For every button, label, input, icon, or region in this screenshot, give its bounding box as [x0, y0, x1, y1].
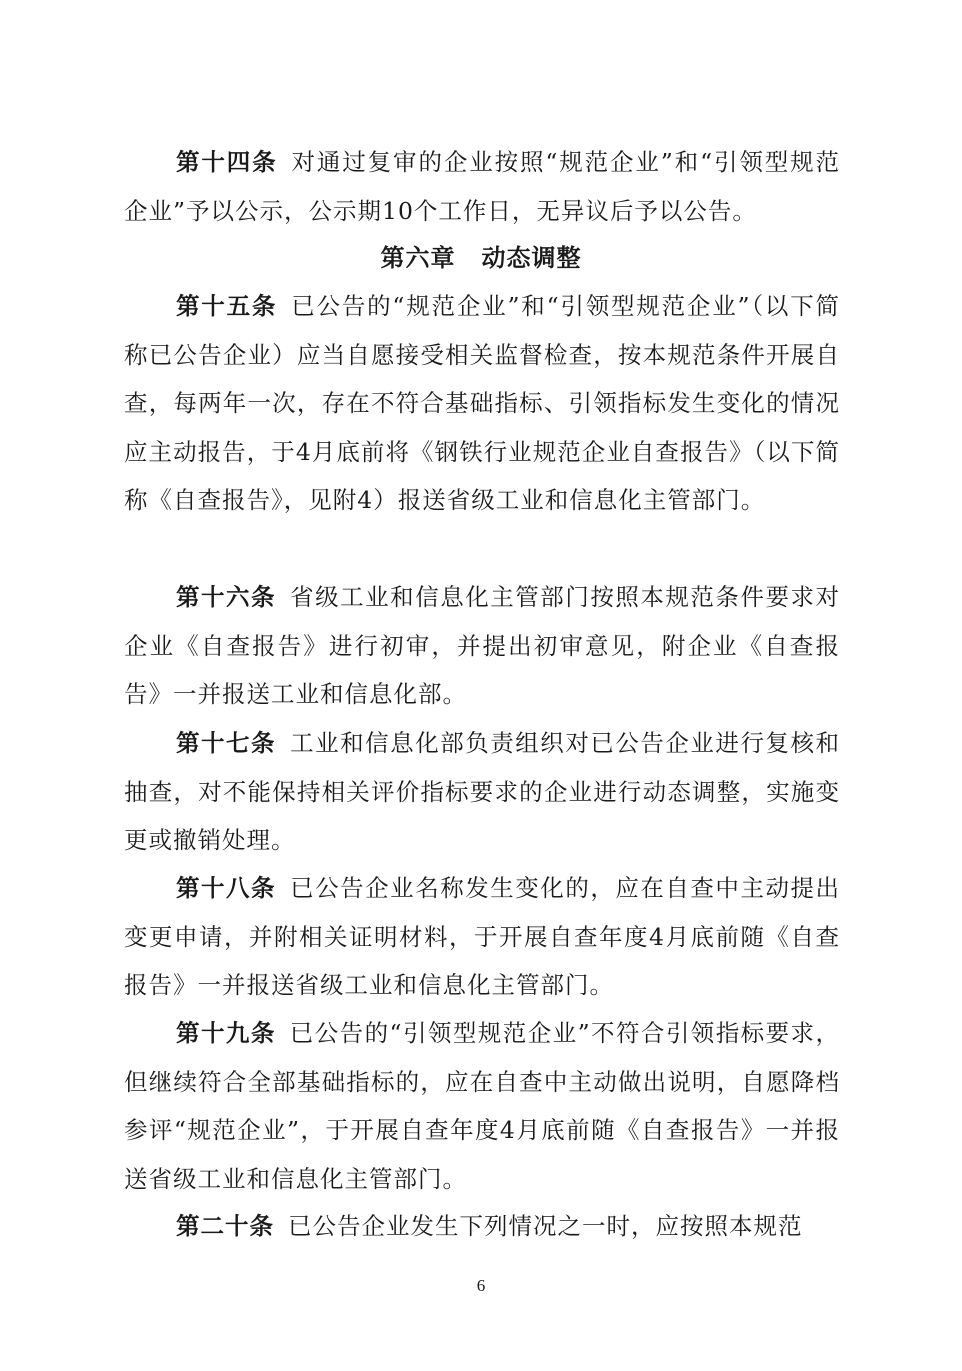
- article-15-text: 已公告的“规范企业”和“引领型规范企业”（以下简称已公告企业）应当自愿接受相关监督检查，按本规范条件开展自查，每两年一次，存在不符合基础指标、引领指标发生变化的情况应主动报告，于4月底前将《钢铁行业规范企业自查报告》（以下简称《自查报告》，见附4）报送省级工业和信息化主管部门。: [124, 292, 840, 514]
- article-17-text: 工业和信息化部负责组织对已公告企业进行复核和抽查，对不能保持相关评价指标要求的企业进行动态调整，实施变更或撤销处理。: [124, 729, 841, 854]
- article-14-text: 对通过复审的企业按照“规范企业”和“引领型规范企业”予以公示，公示期10个工作日，无异议后予以公告。: [124, 148, 840, 225]
- page-number: 6: [476, 1276, 486, 1295]
- article-15-heading: 第十五条: [176, 292, 278, 320]
- chapter-title: 动态调整: [481, 244, 582, 272]
- article-16-text: 省级工业和信息化主管部门按照本规范条件要求对企业《自查报告》进行初审，并提出初审意见，附企业《自查报告》一并报送工业和信息化部。: [124, 583, 841, 708]
- article-14: [124, 138, 840, 235]
- article-20-heading: 第二十条: [176, 1212, 274, 1240]
- article-18: [124, 864, 840, 1010]
- chapter-heading: [0, 234, 962, 282]
- article-19-heading: 第十九条: [176, 1019, 276, 1047]
- article-14-heading: 第十四条: [176, 148, 278, 176]
- article-19-text: 已公告的“引领型规范企业”不符合引领指标要求，但继续符合全部基础指标的，应在自查中主动做出说明，自愿降档参评“规范企业”，于开展自查年度4月底前随《自查报告》一并报送省级工业和信息化主管部门。: [124, 1019, 840, 1193]
- article-19: [124, 1009, 840, 1203]
- article-16-heading: 第十六条: [176, 583, 277, 611]
- article-20-text: 已公告企业发生下列情况之一时，应按照本规范: [288, 1212, 803, 1240]
- article-18-text: 已公告企业名称发生变化的，应在自查中主动提出变更申请，并附相关证明材料，于开展自查年度4月底前随《自查报告》一并报送省级工业和信息化主管部门。: [124, 874, 841, 999]
- article-16: [124, 573, 840, 719]
- article-15: [124, 282, 840, 525]
- article-20: [124, 1202, 840, 1251]
- article-17: [124, 719, 840, 865]
- chapter-number: 第六章: [380, 244, 456, 272]
- article-17-heading: 第十七条: [176, 729, 277, 757]
- article-18-heading: 第十八条: [176, 874, 277, 902]
